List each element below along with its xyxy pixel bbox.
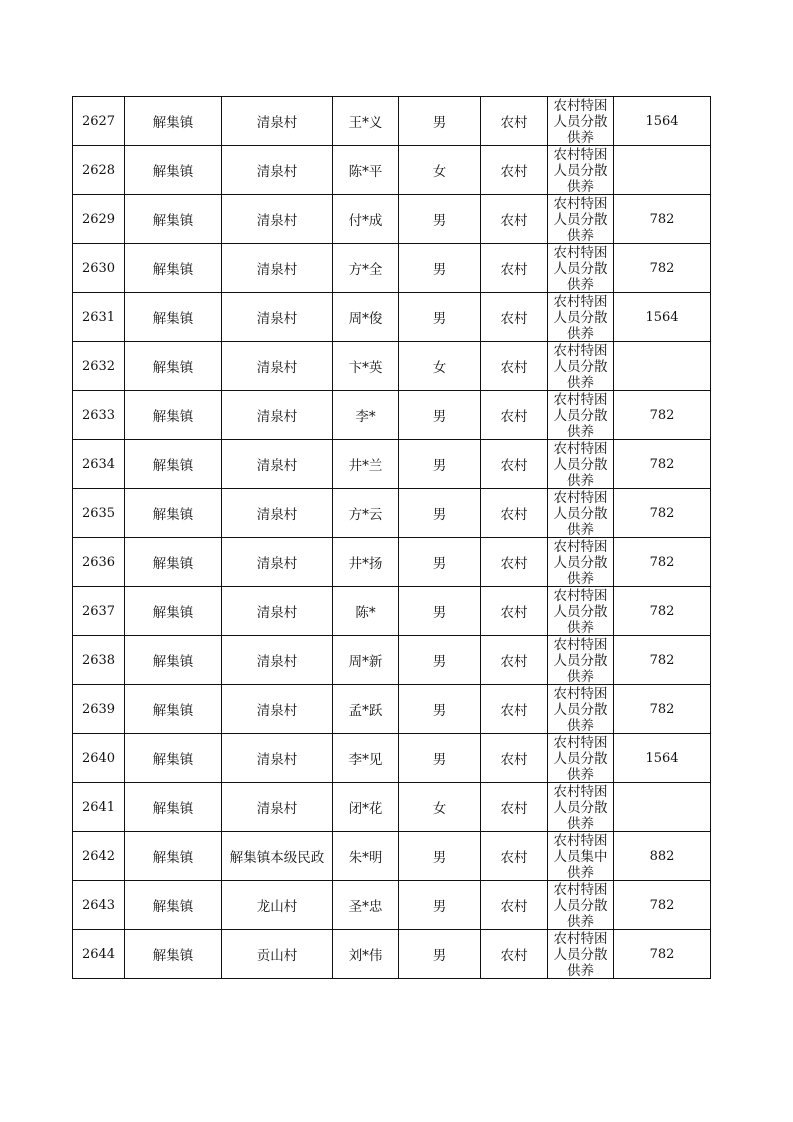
- cell-support-category: [548, 832, 614, 881]
- cell-village: 贡山村: [222, 930, 333, 979]
- support-category-text: 农村特困人员分散供养: [553, 490, 608, 537]
- cell-person-name: 方*全: [333, 244, 399, 293]
- table-row: [73, 391, 711, 440]
- cell-town: 解集镇: [125, 342, 222, 391]
- cell-town: 解集镇: [125, 391, 222, 440]
- table-row: [73, 195, 711, 244]
- support-category-text: 农村特困人员分散供养: [553, 245, 608, 292]
- cell-serial-number: 2634: [73, 440, 125, 489]
- cell-person-name: 朱*明: [333, 832, 399, 881]
- cell-gender: 男: [399, 881, 481, 930]
- cell-gender: 男: [399, 391, 481, 440]
- cell-town: 解集镇: [125, 587, 222, 636]
- cell-person-name: 王*义: [333, 97, 399, 146]
- table-row: [73, 881, 711, 930]
- cell-amount: 782: [614, 881, 711, 930]
- cell-amount: 782: [614, 538, 711, 587]
- cell-person-name: 刘*伟: [333, 930, 399, 979]
- cell-support-category: [548, 587, 614, 636]
- table-row: [73, 244, 711, 293]
- table-row: [73, 587, 711, 636]
- cell-household-type: 农村: [481, 685, 548, 734]
- cell-serial-number: 2631: [73, 293, 125, 342]
- table-row: [73, 832, 711, 881]
- cell-town: 解集镇: [125, 538, 222, 587]
- cell-household-type: 农村: [481, 734, 548, 783]
- cell-support-category: [548, 489, 614, 538]
- cell-gender: 男: [399, 930, 481, 979]
- cell-person-name: 圣*忠: [333, 881, 399, 930]
- cell-village: 清泉村: [222, 97, 333, 146]
- cell-household-type: 农村: [481, 832, 548, 881]
- table-row: [73, 636, 711, 685]
- table-row: [73, 440, 711, 489]
- cell-gender: 男: [399, 587, 481, 636]
- cell-town: 解集镇: [125, 244, 222, 293]
- support-category-text: 农村特困人员分散供养: [553, 98, 608, 145]
- support-category-text: 农村特困人员分散供养: [553, 931, 608, 978]
- table-row: [73, 685, 711, 734]
- cell-amount: [614, 783, 711, 832]
- cell-person-name: 陈*平: [333, 146, 399, 195]
- support-category-text: 农村特困人员分散供养: [553, 588, 608, 635]
- cell-town: 解集镇: [125, 293, 222, 342]
- cell-amount: 782: [614, 440, 711, 489]
- cell-amount: 782: [614, 489, 711, 538]
- cell-village: 清泉村: [222, 636, 333, 685]
- support-category-text: 农村特困人员分散供养: [553, 735, 608, 782]
- cell-village: 清泉村: [222, 587, 333, 636]
- cell-household-type: 农村: [481, 293, 548, 342]
- cell-town: 解集镇: [125, 685, 222, 734]
- cell-village: 清泉村: [222, 440, 333, 489]
- support-category-text: 农村特困人员分散供养: [553, 539, 608, 586]
- table-row: [73, 342, 711, 391]
- cell-support-category: [548, 783, 614, 832]
- cell-household-type: 农村: [481, 930, 548, 979]
- cell-gender: 男: [399, 293, 481, 342]
- cell-household-type: 农村: [481, 146, 548, 195]
- cell-person-name: 周*新: [333, 636, 399, 685]
- cell-amount: 782: [614, 636, 711, 685]
- support-category-text: 农村特困人员分散供养: [553, 882, 608, 929]
- cell-gender: 男: [399, 636, 481, 685]
- cell-town: 解集镇: [125, 440, 222, 489]
- cell-village: 清泉村: [222, 734, 333, 783]
- cell-person-name: 卞*英: [333, 342, 399, 391]
- cell-village: 清泉村: [222, 489, 333, 538]
- cell-serial-number: 2632: [73, 342, 125, 391]
- cell-town: 解集镇: [125, 489, 222, 538]
- cell-support-category: [548, 636, 614, 685]
- cell-town: 解集镇: [125, 146, 222, 195]
- cell-support-category: [548, 342, 614, 391]
- cell-household-type: 农村: [481, 881, 548, 930]
- cell-amount: 782: [614, 244, 711, 293]
- cell-person-name: 方*云: [333, 489, 399, 538]
- table-row: [73, 538, 711, 587]
- cell-person-name: 李*见: [333, 734, 399, 783]
- support-category-text: 农村特困人员集中供养: [553, 833, 608, 880]
- cell-support-category: [548, 734, 614, 783]
- table-row: [73, 489, 711, 538]
- cell-gender: 男: [399, 97, 481, 146]
- cell-gender: 男: [399, 195, 481, 244]
- cell-amount: 782: [614, 685, 711, 734]
- cell-village: 解集镇本级民政: [222, 832, 333, 881]
- cell-town: 解集镇: [125, 832, 222, 881]
- cell-support-category: [548, 146, 614, 195]
- cell-amount: [614, 342, 711, 391]
- cell-serial-number: 2643: [73, 881, 125, 930]
- cell-person-name: 陈*: [333, 587, 399, 636]
- support-category-text: 农村特困人员分散供养: [553, 294, 608, 341]
- cell-amount: 782: [614, 195, 711, 244]
- table-row: [73, 97, 711, 146]
- cell-serial-number: 2639: [73, 685, 125, 734]
- support-category-text: 农村特困人员分散供养: [553, 637, 608, 684]
- cell-serial-number: 2628: [73, 146, 125, 195]
- cell-town: 解集镇: [125, 881, 222, 930]
- cell-support-category: [548, 391, 614, 440]
- cell-amount: [614, 146, 711, 195]
- cell-support-category: [548, 538, 614, 587]
- cell-amount: 782: [614, 391, 711, 440]
- cell-household-type: 农村: [481, 244, 548, 293]
- cell-town: 解集镇: [125, 930, 222, 979]
- cell-gender: 男: [399, 489, 481, 538]
- cell-person-name: 周*俊: [333, 293, 399, 342]
- cell-serial-number: 2644: [73, 930, 125, 979]
- cell-village: 龙山村: [222, 881, 333, 930]
- cell-serial-number: 2637: [73, 587, 125, 636]
- cell-household-type: 农村: [481, 440, 548, 489]
- cell-town: 解集镇: [125, 783, 222, 832]
- cell-support-category: [548, 293, 614, 342]
- cell-serial-number: 2630: [73, 244, 125, 293]
- cell-village: 清泉村: [222, 538, 333, 587]
- records-table: [72, 96, 711, 979]
- cell-serial-number: 2638: [73, 636, 125, 685]
- cell-town: 解集镇: [125, 734, 222, 783]
- cell-household-type: 农村: [481, 587, 548, 636]
- cell-person-name: 井*兰: [333, 440, 399, 489]
- cell-serial-number: 2642: [73, 832, 125, 881]
- cell-support-category: [548, 195, 614, 244]
- support-category-text: 农村特困人员分散供养: [553, 686, 608, 733]
- cell-village: 清泉村: [222, 685, 333, 734]
- cell-town: 解集镇: [125, 195, 222, 244]
- support-category-text: 农村特困人员分散供养: [553, 784, 608, 831]
- support-category-text: 农村特困人员分散供养: [553, 441, 608, 488]
- cell-person-name: 付*成: [333, 195, 399, 244]
- cell-town: 解集镇: [125, 636, 222, 685]
- cell-gender: 男: [399, 538, 481, 587]
- cell-village: 清泉村: [222, 293, 333, 342]
- cell-support-category: [548, 244, 614, 293]
- cell-gender: 女: [399, 783, 481, 832]
- cell-gender: 男: [399, 685, 481, 734]
- cell-village: 清泉村: [222, 783, 333, 832]
- cell-serial-number: 2640: [73, 734, 125, 783]
- cell-household-type: 农村: [481, 342, 548, 391]
- cell-village: 清泉村: [222, 342, 333, 391]
- cell-household-type: 农村: [481, 489, 548, 538]
- cell-household-type: 农村: [481, 195, 548, 244]
- cell-village: 清泉村: [222, 195, 333, 244]
- cell-village: 清泉村: [222, 391, 333, 440]
- support-category-text: 农村特困人员分散供养: [553, 343, 608, 390]
- cell-household-type: 农村: [481, 538, 548, 587]
- cell-household-type: 农村: [481, 783, 548, 832]
- cell-serial-number: 2629: [73, 195, 125, 244]
- cell-amount: 1564: [614, 734, 711, 783]
- cell-gender: 女: [399, 146, 481, 195]
- cell-amount: 1564: [614, 293, 711, 342]
- cell-support-category: [548, 881, 614, 930]
- cell-amount: 1564: [614, 97, 711, 146]
- cell-serial-number: 2627: [73, 97, 125, 146]
- cell-support-category: [548, 685, 614, 734]
- cell-village: 清泉村: [222, 244, 333, 293]
- cell-gender: 男: [399, 832, 481, 881]
- cell-person-name: 闭*花: [333, 783, 399, 832]
- cell-gender: 男: [399, 440, 481, 489]
- cell-serial-number: 2641: [73, 783, 125, 832]
- cell-amount: 882: [614, 832, 711, 881]
- table-row: [73, 293, 711, 342]
- table-row: [73, 146, 711, 195]
- cell-support-category: [548, 930, 614, 979]
- table-row: [73, 930, 711, 979]
- cell-village: 清泉村: [222, 146, 333, 195]
- cell-household-type: 农村: [481, 97, 548, 146]
- support-category-text: 农村特困人员分散供养: [553, 392, 608, 439]
- cell-gender: 男: [399, 244, 481, 293]
- cell-gender: 女: [399, 342, 481, 391]
- cell-household-type: 农村: [481, 391, 548, 440]
- cell-serial-number: 2633: [73, 391, 125, 440]
- cell-person-name: 李*: [333, 391, 399, 440]
- cell-serial-number: 2636: [73, 538, 125, 587]
- cell-support-category: [548, 97, 614, 146]
- cell-town: 解集镇: [125, 97, 222, 146]
- cell-household-type: 农村: [481, 636, 548, 685]
- cell-amount: 782: [614, 587, 711, 636]
- cell-person-name: 孟*跃: [333, 685, 399, 734]
- table-row: [73, 734, 711, 783]
- cell-support-category: [548, 440, 614, 489]
- cell-person-name: 井*扬: [333, 538, 399, 587]
- cell-amount: 782: [614, 930, 711, 979]
- support-category-text: 农村特困人员分散供养: [553, 196, 608, 243]
- cell-serial-number: 2635: [73, 489, 125, 538]
- cell-gender: 男: [399, 734, 481, 783]
- table-body: [73, 97, 711, 979]
- table-row: [73, 783, 711, 832]
- support-category-text: 农村特困人员分散供养: [553, 147, 608, 194]
